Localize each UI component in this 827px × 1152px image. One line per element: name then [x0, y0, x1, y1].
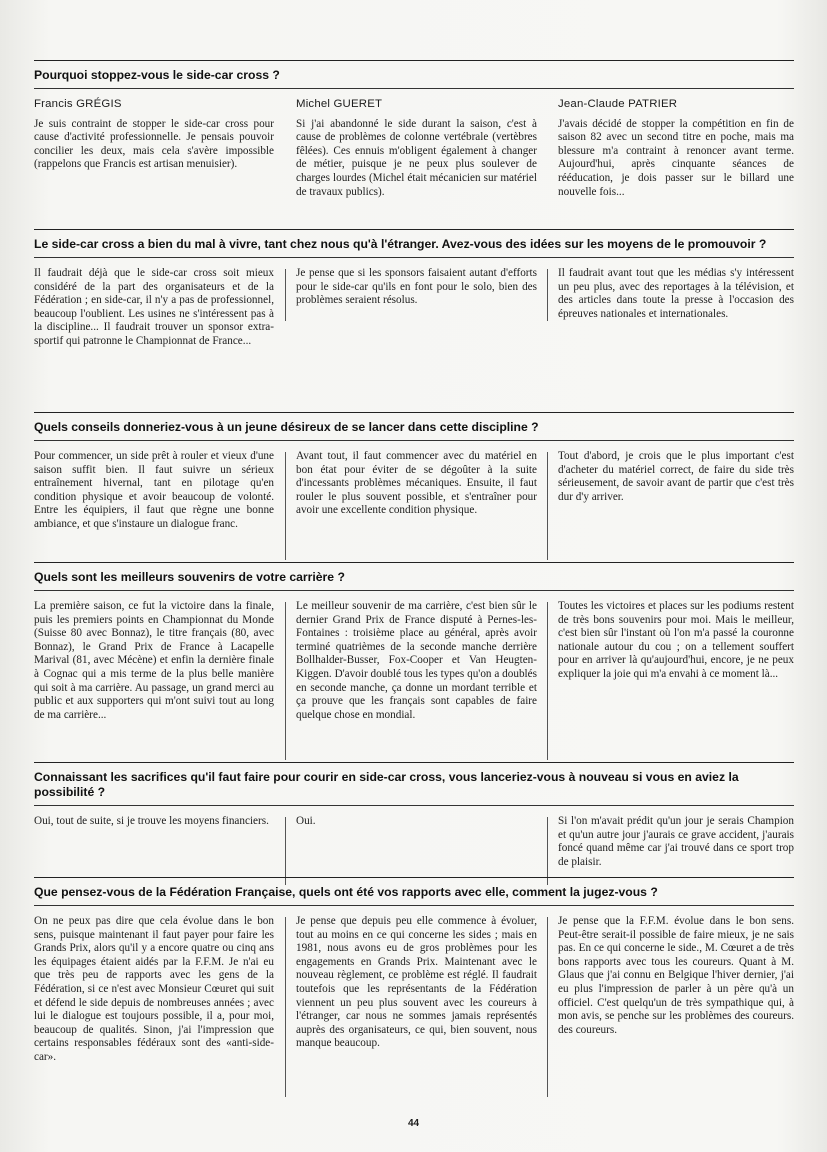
question-rule — [34, 257, 794, 258]
answer-text: Je pense que depuis peu elle commence à évoluer, tout au moins en ce qui concerne les sides ; mais en 1981, nous avons eu de gros problèmes pour les engagements en Grands Prix. Maintenant avec le nouveau règlement, ce problème est réglé. Il faudrait toutefois que les représentants de la Fédération viennent un peu plus souvent avec les coureurs à l'étranger, car nous ne sommes jamais représentés auprès des organisateurs, ce qui, bien souvent, nous manque beaucoup. — [296, 915, 537, 1050]
column-divider — [547, 269, 548, 321]
column-divider — [547, 452, 548, 560]
answer-column-gueret — [296, 815, 537, 829]
answer-text: Il faudrait déjà que le side-car cross soit mieux considéré de la part des organisateurs et de la Fédération ; en side-car, il n'y a pas de professionnel, beaucoup l'oublient. Les usines ne s'intéressent pas à la discipline... Il faudrait trouver un sponsor extra-sportif qui patronne le Championnat de France... — [34, 267, 274, 347]
answer-text: Pour commencer, un side prêt à rouler et vieux d'une saison suffit bien. Il faut suivre un sérieux entraînement hivernal, tant en pilotage qu'en condition physique et avoir beaucoup de volonté. Entre les équipiers, il faut que règne une bonne ambiance, et que s'instaure un dialogue franc. — [34, 450, 274, 530]
answer-column-patrier — [558, 915, 794, 1037]
column-divider — [285, 602, 286, 760]
answer-column-gregis — [34, 267, 274, 349]
section-rule — [34, 562, 794, 563]
section-federation — [34, 877, 794, 1105]
question-rule — [34, 805, 794, 806]
interviewee-name: Francis GRÉGIS — [34, 98, 122, 110]
question-title: Le side-car cross a bien du mal à vivre, tant chez nous qu'à l'étranger. Avez-vous des idées sur les moyens de le promouvoir ? — [34, 237, 767, 251]
question-rule — [34, 440, 794, 441]
column-divider — [285, 817, 286, 885]
question-rule — [34, 905, 794, 906]
answer-columns — [34, 600, 794, 760]
answer-column-gueret — [296, 600, 537, 722]
section-stop-reason — [34, 60, 794, 228]
answer-column-gueret — [296, 267, 537, 308]
section-again — [34, 762, 794, 885]
answer-columns — [34, 815, 794, 885]
section-promotion — [34, 229, 794, 387]
column-divider — [547, 817, 548, 885]
answer-text: On ne peux pas dire que cela évolue dans le bon sens, puisque maintenant il faut payer pour faire les Grands Prix, alors qu'il y a encore quatre ou cinq ans les équipages étaient aidés par la F.F.M. Je n'ai eu que très peu de rapports avec les gens de la Fédération, si ce n'est avec Monsieur Cœuret qui suit et défend le side depuis de nombreuses années ; avec lui le dialogue est toujours possible, il a, pour moi, beaucoup de qualités. Sinon, j'ai l'impression que certains responsables fédéraux sont des «anti-side-car». — [34, 915, 274, 1063]
answer-text: Oui, tout de suite, si je trouve les moyens financiers. — [34, 815, 269, 827]
section-advice — [34, 412, 794, 560]
answer-column-gueret — [296, 450, 537, 518]
question-title: Quels sont les meilleurs souvenirs de votre carrière ? — [34, 570, 345, 584]
interviewee-name: Michel GUERET — [296, 98, 383, 110]
answer-column-gregis — [34, 450, 274, 532]
question-rule — [34, 590, 794, 591]
answer-text: La première saison, ce fut la victoire dans la finale, puis les premiers points en Championnat du Monde (Suisse 80 avec Bonnaz), le titre français (80, avec Bonnaz), le Grand Prix de France à Lacapelle Marival (81, avec Mécène) et enfin la dernière finale à Cognac qui a mis terme de la plus belle manière qui soit à ma carrière. Au passage, un grand merci au public et aux supporters qui m'ont suivi tout au long de ma carrière... — [34, 600, 274, 721]
answer-columns — [34, 450, 794, 560]
answer-columns — [34, 267, 794, 387]
answer-column-gregis — [34, 600, 274, 722]
answer-column-patrier — [558, 815, 794, 869]
answer-column-gueret — [296, 98, 537, 199]
page-number: 44 — [407, 1118, 420, 1129]
answer-column-patrier — [558, 600, 794, 682]
question-title: Quels conseils donneriez-vous à un jeune désireux de se lancer dans cette discipline ? — [34, 420, 539, 434]
answer-text: Tout d'abord, je crois que le plus important c'est d'acheter du matériel correct, de faire du side très sérieusement, de savoir avant de partir que c'est très dur d'y arriver. — [558, 450, 794, 503]
section-memories — [34, 562, 794, 760]
section-rule — [34, 412, 794, 413]
answer-column-gueret — [296, 915, 537, 1051]
answer-columns — [34, 98, 794, 228]
question-title: Pourquoi stoppez-vous le side-car cross ? — [34, 68, 280, 82]
answer-columns — [34, 915, 794, 1105]
answer-column-gregis — [34, 98, 274, 172]
answer-text: Si j'ai abandonné le side durant la saison, c'est à cause de problèmes de colonne vertébrale (vertèbres fêlées). Ces ennuis m'obligent également à changer de métier, puisque je ne peux plus soulever de charges lourdes (Michel était mécanicien sur matériel de travaux publics). — [296, 117, 537, 198]
answer-text: Si l'on m'avait prédit qu'un jour je serais Champion et qu'un autre jour j'aurais ce grave accident, j'aurais foncé quand même car j'ai trouvé dans ce sport trop de plaisir. — [558, 815, 794, 868]
answer-text: Il faudrait avant tout que les médias s'y intéressent un peu plus, avec des reportages à la télévision, et des articles dans toute la presse à l'occasion des épreuves nationales et internationales. — [558, 267, 794, 320]
answer-text: Oui. — [296, 815, 316, 827]
question-title: Que pensez-vous de la Fédération Française, quels ont été vos rapports avec elle, comment la jugez-vous ? — [34, 885, 658, 899]
answer-column-patrier — [558, 98, 794, 199]
answer-text: J'avais décidé de stopper la compétition en fin de saison 82 avec un second titre en poche, mais ma blessure m'a contraint à renoncer avant terme. Aujourd'hui, après cinquante séances de rééducation, je dois passer sur le billard une nouvelle fois... — [558, 117, 794, 198]
column-divider — [547, 602, 548, 760]
answer-text: Toutes les victoires et places sur les podiums restent de très bons souvenirs pour moi. Mais le meilleur, c'est bien sûr l'instant où l'on m'a passé la couronne nationale autour du cou ; on a tellement souffert pour en arriver là qu'aujourd'hui, encore, je ne peux expliquer la joie qui m'a envahi à ce moment là... — [558, 600, 794, 680]
answer-text: Je pense que si les sponsors faisaient autant d'efforts pour le side-car qu'ils en font pour le solo, bien des problèmes seraient résolus. — [296, 267, 537, 307]
section-rule — [34, 229, 794, 230]
column-divider — [285, 452, 286, 560]
question-rule — [34, 88, 794, 89]
section-rule — [34, 60, 794, 61]
question-title: Connaissant les sacrifices qu'il faut faire pour courir en side-car cross, vous lanceriez-vous à nouveau si vous en aviez la possibilité ? — [34, 770, 739, 799]
answer-text: Le meilleur souvenir de ma carrière, c'est bien sûr le dernier Grand Prix de France disputé à Pernes-les-Fontaines : troisième place au général, après avoir terminé quatrièmes de la seconde manche derrière Bollhalder-Busser, Fox-Cooper et Van Heugten-Kiggen. D'avoir doublé tous les types qu'on a doublés en seconde manche, ça donne un mordant terrible et ça prouve que les français sont capables de faire quelque chose en mondial. — [296, 600, 537, 721]
column-divider — [285, 917, 286, 1097]
section-rule — [34, 877, 794, 878]
answer-text: Je pense que la F.F.M. évolue dans le bon sens. Peut-être serait-il possible de faire mieux, je ne sais pas. En ce qui concerne le side., M. Cœuret a de très bons rapports avec tous les coureurs. Quant à M. Glaus que j'ai connu en Belgique l'hiver dernier, j'ai eu plus l'impression de parler à un père qu'à un officiel. C'est quelqu'un de très sympathique qui, à mon avis, se penche sur les problèmes des coureurs. des coureurs. — [558, 915, 794, 1036]
interviewee-name: Jean-Claude PATRIER — [558, 98, 678, 110]
answer-column-gregis — [34, 915, 274, 1065]
answer-text: Je suis contraint de stopper le side-car cross pour cause d'activité professionnelle. Je pensais pouvoir concilier les deux, mais cela s'avère impossible (rappelons que Francis est artisan menuisier). — [34, 117, 274, 171]
answer-column-patrier — [558, 267, 794, 321]
answer-column-gregis — [34, 815, 274, 829]
section-rule — [34, 762, 794, 763]
column-divider — [547, 917, 548, 1097]
answer-column-patrier — [558, 450, 794, 504]
column-divider — [285, 269, 286, 321]
answer-text: Avant tout, il faut commencer avec du matériel en bon état pour éviter de se dégoûter à la suite d'incessants problèmes mécaniques. Ensuite, il faut rouler le plus souvent possible, et s'entraîner pour avoir une excellente condition physique. — [296, 450, 537, 517]
